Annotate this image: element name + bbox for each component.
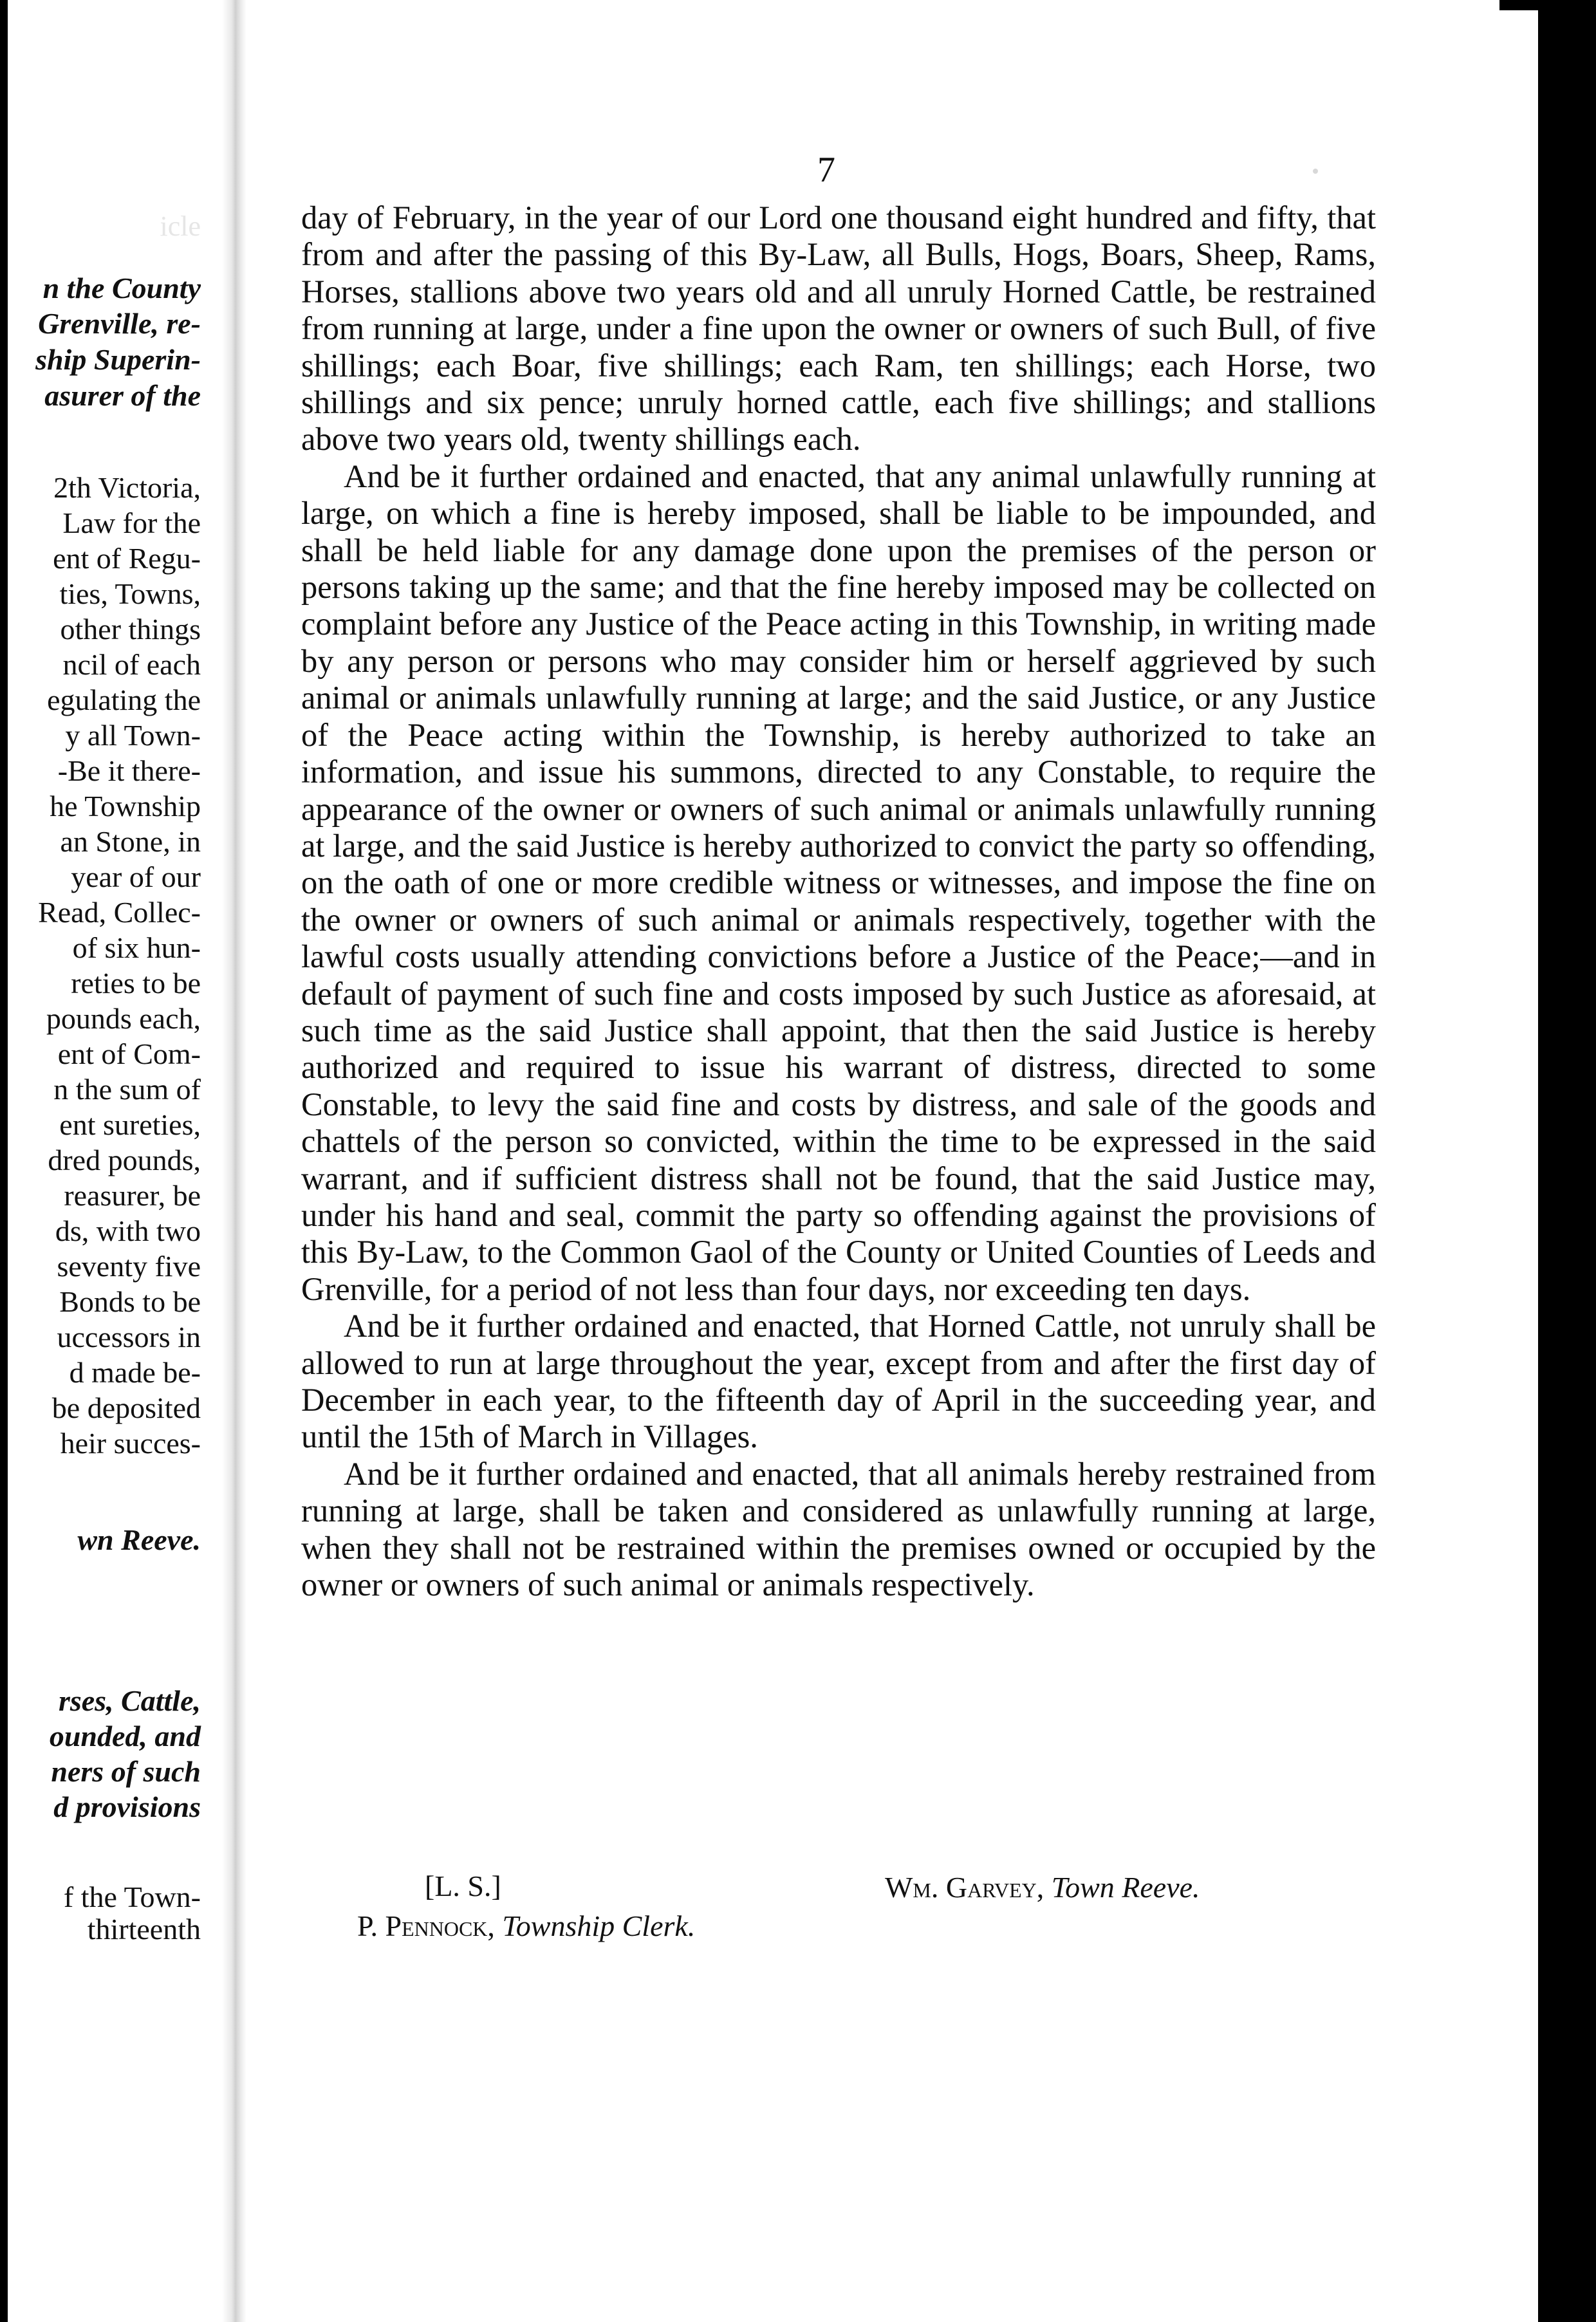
scan-speck	[1313, 169, 1318, 174]
left-page-line: reasurer, be	[64, 1179, 201, 1212]
left-page-line: d provisions	[53, 1790, 201, 1823]
left-page-line: ounded, and	[49, 1720, 201, 1752]
page-number: 7	[817, 150, 835, 190]
left-page-line: year of our	[71, 860, 201, 893]
clerk-signature	[357, 1909, 695, 1943]
left-page-line: ners of such	[51, 1755, 201, 1788]
left-page-line: ncil of each	[62, 648, 201, 681]
left-page-line: be deposited	[51, 1391, 201, 1424]
left-page-fragment	[0, 0, 206, 2322]
clerk-title: Township Clerk.	[502, 1909, 696, 1942]
clerk-name: P. Pennock,	[357, 1909, 495, 1942]
left-page-line: of six hun-	[72, 931, 201, 964]
left-page-line: d made be-	[69, 1356, 201, 1389]
left-page-line: Grenville, re-	[38, 307, 201, 340]
reeve-name: Wm. Garvey,	[885, 1871, 1044, 1904]
left-page-line: n the County	[42, 272, 201, 304]
left-page-line: ship Superin-	[35, 343, 201, 376]
paragraph: And be it further ordained and enacted, that all animals hereby restrained from running at large, shall be taken and considered as unlawfully running at large, when they shall not be restrained within the premises owned or occupied by the owner or owners of such animal or animals respectively.	[301, 1455, 1376, 1603]
left-page-line: n the sum of	[53, 1073, 201, 1106]
left-page-line: other things	[60, 613, 201, 646]
left-page-line: uccessors in	[57, 1321, 201, 1353]
left-page-line: asurer of the	[44, 379, 201, 412]
left-page-line: dred pounds,	[48, 1144, 201, 1176]
left-page-line: he Township	[50, 790, 201, 822]
scan-border-right	[1538, 0, 1596, 2322]
paragraph: And be it further ordained and enacted, that any animal unlawfully running at large, on which a fine is hereby imposed, shall be liable to be impounded, and shall be held liable for any damage done upon the premises of the person or persons taking up the same; and that the fine hereby imposed may be collected on complaint before any Justice of the Peace acting in this Township, in writing made by any person or persons who may consider him or herself aggrieved by such animal or animals unlawfully running at large; and the said Justice, or any Justice of the Peace acting within the Township, is hereby authorized to take an information, and issue his summons, directed to any Constable, to require the appearance of the owner or owners of such animal or animals unlawfully running at large, and the said Justice is hereby authorized to convict the party so offending, on the oath of one or more credible witness or witnesses, and impose the fine on the owner or owners of such animal or animals respectively, together with the lawful costs usually attending convictions before a Justice of the Peace;—and in default of payment of such fine and costs imposed by such Justice as aforesaid, at such time as the said Justice shall appoint, that then the said Justice is hereby authorized and required to issue his warrant of distress, directed to some Constable, to levy the said fine and costs by distress, and sale of the goods and chattels of the person so convicted, within the time to be expressed in the said warrant, and if sufficient distress shall not be found, that the said Justice may, under his hand and seal, commit the party so offending against the provisions of this By-Law, to the Common Gaol of the County or United Counties of Leeds and Grenville, for a period of not less than four days, nor exceeding ten days.	[301, 458, 1376, 1307]
left-page-faded-text: icle	[160, 210, 201, 242]
left-page-line: an Stone, in	[60, 825, 201, 858]
left-page-line: thirteenth	[87, 1913, 201, 1946]
left-page-line: rses, Cattle,	[58, 1684, 201, 1717]
left-page-line: wn Reeve.	[77, 1523, 201, 1556]
left-page-line: reties to be	[71, 967, 201, 999]
left-page-line: seventy five	[57, 1250, 201, 1283]
left-page-line: f the Town-	[63, 1881, 201, 1913]
left-page-line: ent of Regu-	[53, 542, 201, 575]
left-page-line: 2th Victoria,	[53, 471, 201, 504]
left-page-line: ties, Towns,	[59, 577, 201, 610]
paragraph: And be it further ordained and enacted, that Horned Cattle, not unruly shall be allowed to run at large throughout the year, except from and after the first day of December in each year, to the fifteenth day of April in the succeeding year, and until the 15th of March in Villages.	[301, 1308, 1376, 1455]
seal-mark: [L. S.]	[425, 1870, 501, 1902]
left-page-line: egulating the	[47, 683, 201, 716]
left-page-line: ent of Com-	[57, 1037, 201, 1070]
left-page-line: heir succes-	[60, 1427, 201, 1460]
left-page-line: ds, with two	[55, 1214, 201, 1247]
body-text	[301, 200, 1376, 1603]
scan-border-top	[1499, 0, 1596, 10]
left-page-line: pounds each,	[46, 1002, 201, 1035]
left-page-line: Bonds to be	[59, 1285, 201, 1318]
reeve-title: Town Reeve.	[1051, 1871, 1200, 1904]
left-page-line: Read, Collec-	[38, 896, 201, 929]
paragraph: day of February, in the year of our Lord one thousand eight hundred and fifty, that from and after the passing of this By-Law, all Bulls, Hogs, Boars, Sheep, Rams, Horses, stallions above two years old and all unruly Horned Cattle, be restrained from running at large, under a fine upon the owner or owners of such Bull, of five shillings; each Boar, five shillings; each Ram, ten shillings; each Horse, two shillings and six pence; unruly horned cattle, each five shillings; and stallions above two years old, twenty shillings each.	[301, 200, 1376, 458]
left-page-line: -Be it there-	[57, 754, 201, 787]
left-page-line: y all Town-	[65, 719, 201, 752]
book-gutter	[222, 0, 246, 2322]
left-page-line: ent sureties,	[59, 1108, 201, 1141]
reeve-signature	[885, 1870, 1200, 1904]
left-page-line: Law for the	[62, 506, 201, 539]
